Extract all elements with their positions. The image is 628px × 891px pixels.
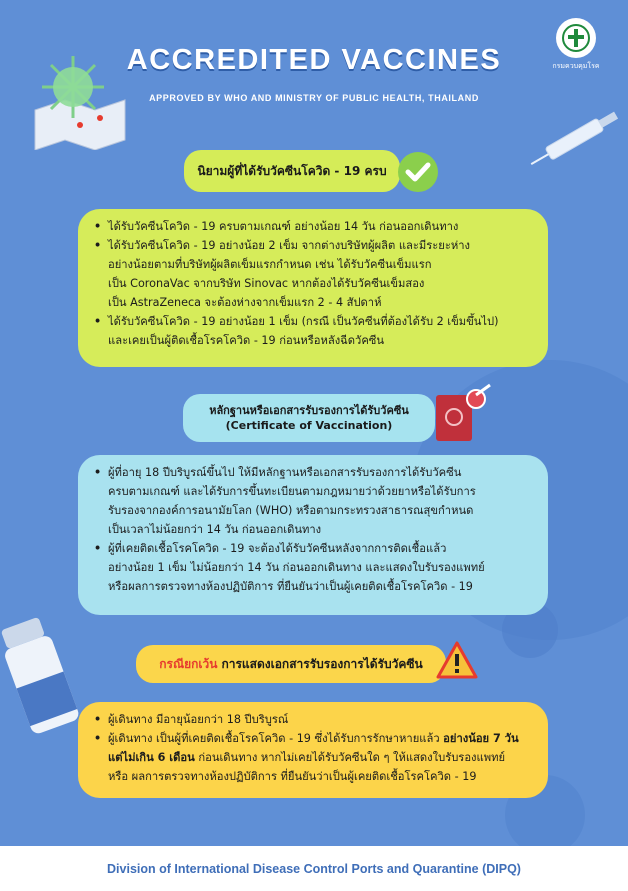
- bullet-text: หรือ ผลการตรวจทางห้องปฏิบัติการ ที่ยืนยันว่าเป็นผู้เคยติดเชื้อโรคโควิด - 19: [108, 770, 477, 783]
- section1-list: [94, 217, 534, 350]
- footer: [0, 846, 628, 891]
- bullet-text: ผู้เดินทาง มีอายุน้อยกว่า 18 ปีบริบูรณ์: [108, 713, 289, 726]
- bullet-line: ได้รับวัคซีนโควิด - 19 อย่างน้อย 1 เข็ม (กรณี เป็นวัคซีนที่ต้องได้รับ 2 เข็มขึ้นไป): [108, 315, 499, 328]
- bullet-line: ครบตามเกณฑ์ และได้รับการขึ้นทะเบียนตามกฎหมายว่าด้วยยาหรือได้รับการ: [108, 485, 476, 498]
- list-item: [94, 710, 536, 729]
- page-subtitle: APPROVED BY WHO AND MINISTRY OF PUBLIC HEALTH, THAILAND: [149, 93, 479, 103]
- bullet-line: ได้รับวัคซีนโควิด - 19 อย่างน้อย 2 เข็ม จากต่างบริษัทผู้ผลิต และมีระยะห่าง: [108, 239, 470, 252]
- bullet-emphasis: อย่างน้อย 7 วัน: [443, 732, 519, 745]
- vaccine-vial-icon: [0, 610, 80, 750]
- bullet-text: ผู้เดินทาง เป็นผู้ที่เคยติดเชื้อโรคโควิด - 19 ซึ่งได้รับการรักษาหายแล้ว: [108, 732, 444, 745]
- page-title: ACCREDITED VACCINES: [126, 44, 502, 76]
- logo-text: กรมควบคุมโรค: [552, 62, 600, 70]
- list-item: [94, 463, 536, 539]
- warning-icon: [436, 640, 478, 680]
- footer-text: Division of International Disease Control Ports and Quarantine (DIPQ): [107, 861, 521, 876]
- bullet-text: ก่อนเดินทาง หากไม่เคยได้รับวัคซีนใด ๆ ให้แสดงใบรับรองแพทย์: [194, 751, 506, 764]
- section3-heading: [136, 645, 446, 683]
- section1-card: [78, 209, 548, 367]
- bullet-line: หรือผลการตรวจทางห้องปฏิบัติการ ที่ยืนยันว่าเป็นผู้เคยติดเชื้อโรคโควิด - 19: [108, 580, 473, 593]
- section3-heading-red: กรณียกเว้น: [159, 656, 218, 671]
- section3-heading-text: การแสดงเอกสารรับรองการได้รับวัคซีน: [221, 656, 423, 671]
- list-item: [94, 217, 534, 236]
- section2-list: [94, 463, 536, 596]
- bullet-line: ได้รับวัคซีนโควิด - 19 ครบตามเกณฑ์ อย่างน้อย 14 วัน ก่อนออกเดินทาง: [108, 220, 459, 233]
- list-item: [94, 236, 534, 312]
- section2-heading-en: (Certificate of Vaccination): [225, 419, 393, 432]
- bullet-line: เป็นเวลาไม่น้อยกว่า 14 วัน ก่อนออกเดินทาง: [108, 523, 322, 536]
- list-item: [94, 539, 536, 596]
- section2-heading-text: หลักฐานหรือเอกสารรับรองการได้รับวัคซีน: [209, 403, 409, 417]
- section2-heading: [183, 394, 435, 442]
- syringe-icon: [520, 110, 628, 170]
- bullet-line: เป็น CoronaVac จากบริษัท Sinovac หากต้องได้รับวัคซีนเข็มสอง: [108, 277, 425, 290]
- section3-card: [78, 702, 548, 798]
- passport-icon: [430, 383, 494, 447]
- bullet-line: ผู้ที่เคยติดเชื้อโรคโควิด - 19 จะต้องได้รับวัคซีนหลังจากการติดเชื้อแล้ว: [108, 542, 447, 555]
- list-item: [94, 312, 534, 350]
- checkmark-icon: [396, 150, 440, 194]
- bullet-line: ผู้ที่อายุ 18 ปีบริบูรณ์ขึ้นไป ให้มีหลักฐานหรือเอกสารรับรองการได้รับวัคซีน: [108, 466, 462, 479]
- bullet-line: รับรองจากองค์การอนามัยโลก (WHO) หรือตามกระทรวงสาธารณสุขกำหนด: [108, 504, 474, 517]
- bullet-line: เป็น AstraZeneca จะต้องห่างจากเข็มแรก 2 - 4 สัปดาห์: [108, 296, 382, 309]
- section2-card: [78, 455, 548, 615]
- bullet-emphasis: แต่ไม่เกิน 6 เดือน: [108, 751, 195, 764]
- bullet-line: อย่างน้อยตามที่บริษัทผู้ผลิตเข็มแรกกำหนด เช่น ได้รับวัคซีนเข็มแรก: [108, 258, 432, 271]
- bullet-line: และเคยเป็นผู้ติดเชื้อโรคโควิด - 19 ก่อนหรือหลังฉีดวัคซีน: [108, 334, 385, 347]
- list-item: [94, 729, 536, 786]
- section3-list: [94, 710, 536, 786]
- bullet-line: อย่างน้อย 1 เข็ม ไม่น้อยกว่า 14 วัน ก่อนออกเดินทาง และแสดงใบรับรองแพทย์: [108, 561, 485, 574]
- section1-heading: [184, 150, 400, 192]
- section1-heading-text: นิยามผู้ที่ได้รับวัคซีนโควิด - 19 ครบ: [197, 163, 387, 178]
